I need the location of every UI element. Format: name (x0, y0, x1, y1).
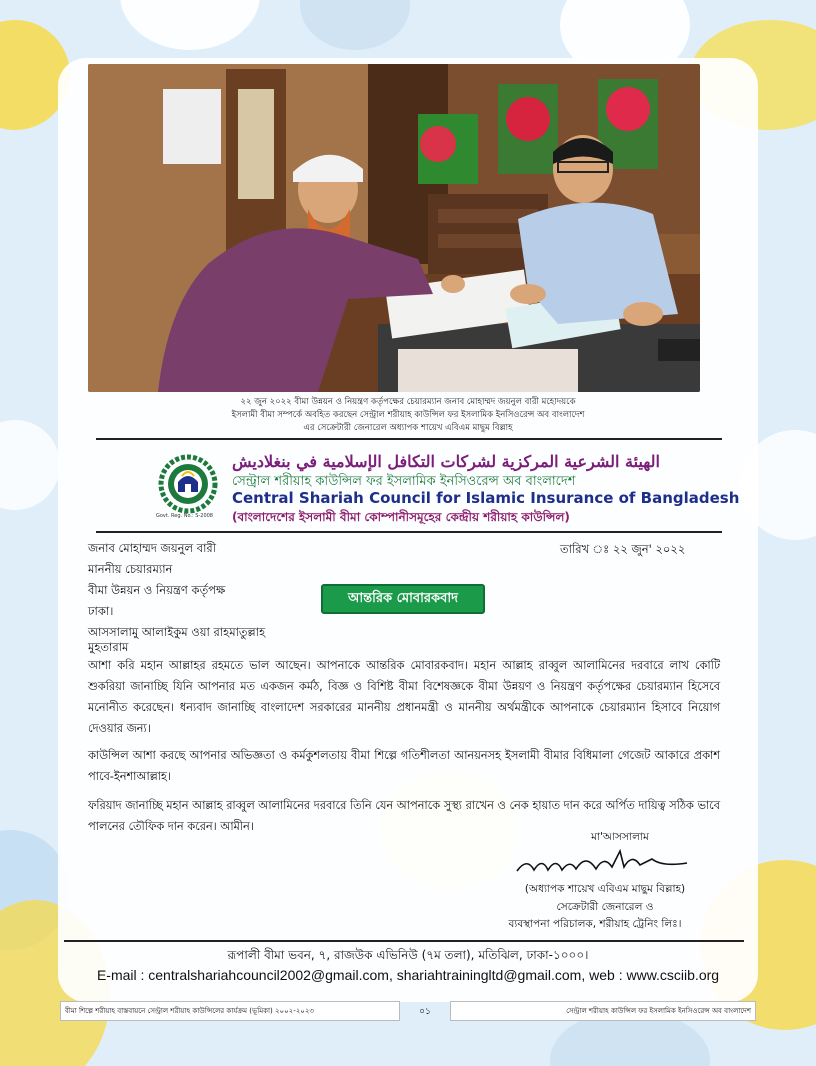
caption-line-3: এর সেক্রেটারী জেনারেল অধ্যাপক শায়েখ এবিএম মাছুম বিল্লাহ (303, 423, 513, 433)
closing-text: মা'আসসালাম (591, 831, 649, 843)
caption-line-1: ২২ জুন ২০২২ বীমা উন্নয়ন ও নিয়ন্ত্রণ কর্তৃপক্ষের চেয়ারম্যান জনাব মোহাম্মদ জয়নুল বারী মহোদয়কে (240, 397, 576, 407)
letter-paragraph-3: ফরিয়াদ জানাচ্ছি মহান আল্লাহ রাব্বুল আলামিনের দরবারে তিনি যেন আপনাকে সুস্থ্য রাখেন ও নেক হায়াত দান করে অর্পিত দায়িত্ব সঠিক ভাবে পালনের তৌফিক দান করেন। আমীন। (88, 799, 720, 833)
letter-paragraph-2: কাউন্সিল আশা করছে আপনার অভিজ্ঞতা ও কর্মকুশলতায় বীমা শিল্পে গতিশীলতা আনয়নসহ ইসলামী বীমার বিধিমালা গেজেট আকারে প্রকাশ পাবে-ইনশাআল্লাহ। (88, 749, 720, 783)
header-top-rule (96, 438, 722, 440)
footer-rule (64, 940, 744, 942)
arabic-name: الهيئة الشرعية المركزية لشركات التكافل الإسلامية في بنغلاديش (232, 452, 660, 471)
recipient-line-4: ঢাকা। (88, 604, 114, 618)
footer-contact: E-mail : centralshariahcouncil2002@gmail.com, shariahtrainingltd@gmail.com, web : www.csciib.org (96, 967, 720, 983)
recipient-line-2: মাননীয় চেয়ারম্যান (88, 562, 173, 576)
salutation: মুহতারাম (88, 640, 129, 654)
letter-date: তারিখ ঃ ২২ জুন' ২০২২ (560, 542, 686, 556)
english-council-name: Central Shariah Council for Islamic Insurance of Bangladesh (232, 489, 740, 507)
signatory-title-1: সেক্রেটারী জেনারেল ও (556, 901, 654, 913)
bangla-subtitle: (বাংলাদেশের ইসলামী বীমা কোম্পানীসমূহের কেন্দ্রীয় শরীয়াহ কাউন্সিল) (232, 510, 570, 524)
greeting-badge: আন্তরিক মোবারকবাদ (321, 584, 485, 614)
signatory-name: (অধ্যাপক শায়েখ এবিএম মাছুম বিল্লাহ) (524, 883, 686, 895)
recipient-line-5: আসসালামু আলাইকুম ওয়া রাহমাতুল্লাহ (88, 625, 266, 639)
letter-paragraph-1: আশা করি মহান আল্লাহর রহমতে ভাল আছেন। আপনাকে আন্তরিক মোবারকবাদ। মহান আল্লাহ রাব্বুল আলামিনের দরবারে লাখ কোটি শুকরিয়া জানাচ্ছি যিনি আপনার মত একজন কর্মঠ, বিজ্ঞ ও বিশিষ্ট বীমা বিশেষজ্ঞকে বীমা উন্নয়ণ ও নিয়ন্ত্রণ কর্তৃপক্ষের চেয়ারম্যান হিসেবে মনোনীত করেছেন। ধন্যবাদ জানাচ্ছি বাংলাদেশ সরকারের মাননীয় প্রধানমন্ত্রী ও মাননীয় অর্থমন্ত্রীকে আপনাকে চেয়ারম্যান হিসাবে নিয়োগ দেওয়ার জন্য। (88, 659, 720, 735)
bangla-council-name: সেন্ট্রাল শরীয়াহ কাউন্সিল ফর ইসলামিক ইনসিওরেন্স অব বাংলাদেশ (232, 474, 576, 489)
footer-address: রূপালী বীমা ভবন, ৭, রাজউক এভিনিউ (৭ম তলা), মতিঝিল, ঢাকা-১০০০। (227, 948, 589, 962)
meeting-photo (88, 64, 700, 392)
caption-line-2: ইসলামী বীমা সম্পর্কে অবহিত করছেন সেন্ট্রাল শরীয়াহ কাউন্সিল ফর ইসলামিক ইনসিওরেন্স অব বাংলাদেশ (231, 410, 585, 420)
photo-caption (120, 396, 696, 435)
footer-book-title: বীমা শিল্পে শরীয়াহ বাস্তবায়নে সেন্ট্রাল শরীয়াহ কাউন্সিলের কার্যক্রম (ভূমিকা) ২০০২-২০২৩ (60, 1001, 400, 1021)
signature-image (512, 845, 692, 879)
council-logo (158, 454, 218, 520)
page-number: ০১ (419, 1006, 431, 1017)
header-bottom-rule (96, 531, 722, 533)
signatory-title-2: ব্যবস্থাপনা পরিচালক, শরীয়াহ ট্রেনিং লিঃ। (508, 918, 682, 930)
registration-number: Govt. Reg. No.: S-2008 (156, 513, 213, 519)
recipient-line-1: জনাব মোহাম্মদ জয়নুল বারী (88, 541, 217, 555)
footer-org-name: সেন্ট্রাল শরীয়াহ কাউন্সিল ফর ইসলামিক ইনসিওরেন্স অব বাংলাদেশ (450, 1001, 756, 1021)
recipient-line-3: বীমা উন্নয়ন ও নিয়ন্ত্রণ কর্তৃপক্ষ (88, 583, 226, 597)
page-footer-bar (60, 1001, 756, 1021)
